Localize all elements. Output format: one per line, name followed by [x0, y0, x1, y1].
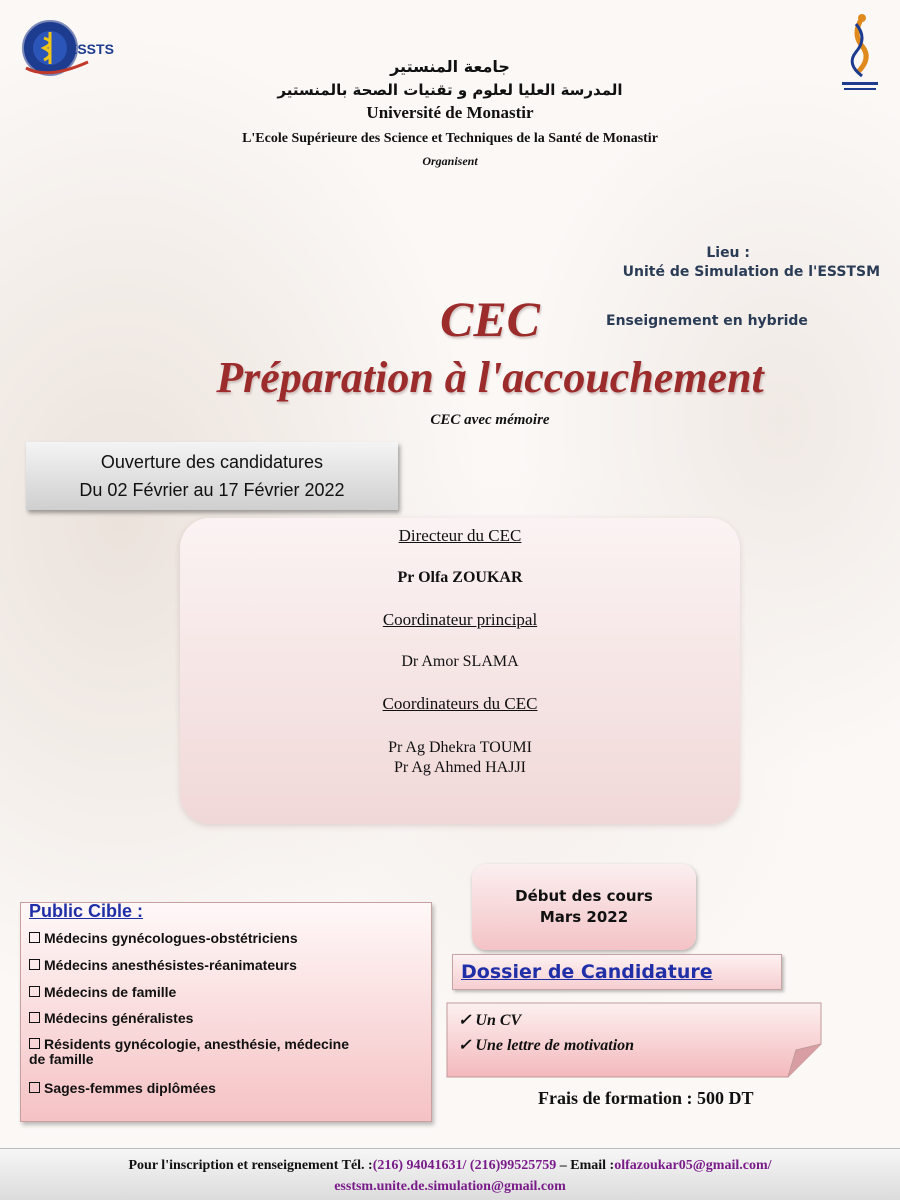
list-item: Médecins de famille: [29, 985, 409, 1000]
director-name: Pr Olfa ZOUKAR: [397, 569, 523, 586]
location-label: Lieu :: [706, 245, 750, 261]
organise-label: Organisent: [422, 154, 478, 168]
director-heading: Directeur du CEC: [398, 526, 522, 545]
list-item: Médecins anesthésistes-réanimateurs: [29, 958, 409, 973]
institution-header: [150, 56, 750, 168]
application-file-title: Dossier de Candidature: [452, 954, 782, 990]
application-requirements: [446, 1002, 822, 1078]
requirement-item: ✓ Une lettre de motivation: [458, 1037, 635, 1054]
checkbox-icon: [29, 932, 40, 943]
staff-panel: [180, 518, 740, 824]
teaching-mode: Enseignement en hybride: [606, 313, 808, 329]
svg-text:ESSTS: ESSTS: [68, 41, 114, 57]
training-fees: Frais de formation : 500 DT: [538, 1088, 754, 1108]
email-link[interactable]: olfazoukar05@gmail.com/: [614, 1158, 772, 1173]
course-start-label: Début des cours: [515, 887, 653, 905]
list-item: Sages-femmes diplômées: [29, 1081, 409, 1096]
list-item: Médecins généralistes: [29, 1011, 409, 1026]
applications-heading: Ouverture des candidatures: [100, 452, 324, 472]
phone-numbers[interactable]: (216) 94041631/ (216)99525759: [372, 1158, 557, 1173]
contact-footer: [0, 1148, 900, 1200]
list-item: Médecins gynécologues-obstétriciens: [29, 931, 409, 946]
applications-dates: Du 02 Février au 17 Février 2022: [79, 480, 345, 500]
email-label: – Email :: [556, 1158, 615, 1173]
subtitle: CEC avec mémoire: [430, 412, 550, 428]
checkbox-icon: [29, 1012, 40, 1023]
applications-box: [26, 442, 398, 510]
cec-title: CEC: [439, 291, 541, 347]
location-value: Unité de Simulation de l'ESSTSM: [622, 264, 880, 280]
coordinators-heading: Coordinateurs du CEC: [382, 694, 538, 713]
university-name: Université de Monastir: [366, 103, 534, 122]
coordinator-name: Pr Ag Ahmed HAJJI: [393, 759, 526, 776]
requirement-item: ✓ Un CV: [458, 1012, 522, 1029]
course-start-date: Mars 2022: [539, 908, 629, 926]
target-audience-title: Public Cible :: [29, 901, 144, 921]
esssts-logo: [18, 12, 118, 84]
principal-name: Dr Amor SLAMA: [401, 653, 519, 670]
list-item: Résidents gynécologie, anesthésie, médecine de famille: [29, 1036, 349, 1067]
target-audience-box: [20, 902, 432, 1122]
checkbox-icon: [29, 1038, 40, 1049]
course-start-box: [472, 864, 696, 950]
arabic-school-name: المدرسة العليا لعلوم و تقنيات الصحة بالمنستير: [277, 81, 623, 99]
school-name: L'Ecole Supérieure des Science et Techniques de la Santé de Monastir: [242, 131, 658, 146]
email-link-secondary[interactable]: esstsm.unite.de.simulation@gmail.com: [334, 1179, 566, 1194]
checkbox-icon: [29, 986, 40, 997]
location-block: [520, 244, 880, 282]
arabic-university-name: جامعة المنستير: [390, 57, 510, 76]
main-title: Préparation à l'accouchement: [216, 353, 764, 402]
contact-prefix: Pour l'inscription et renseignement Tél. :: [128, 1158, 373, 1173]
principal-heading: Coordinateur principal: [382, 610, 538, 629]
coordinator-name: Pr Ag Dhekra TOUMI: [388, 739, 532, 756]
checkbox-icon: [29, 1082, 40, 1093]
contact-line: [0, 1155, 900, 1176]
checkbox-icon: [29, 959, 40, 970]
university-monastir-logo: [832, 10, 888, 96]
